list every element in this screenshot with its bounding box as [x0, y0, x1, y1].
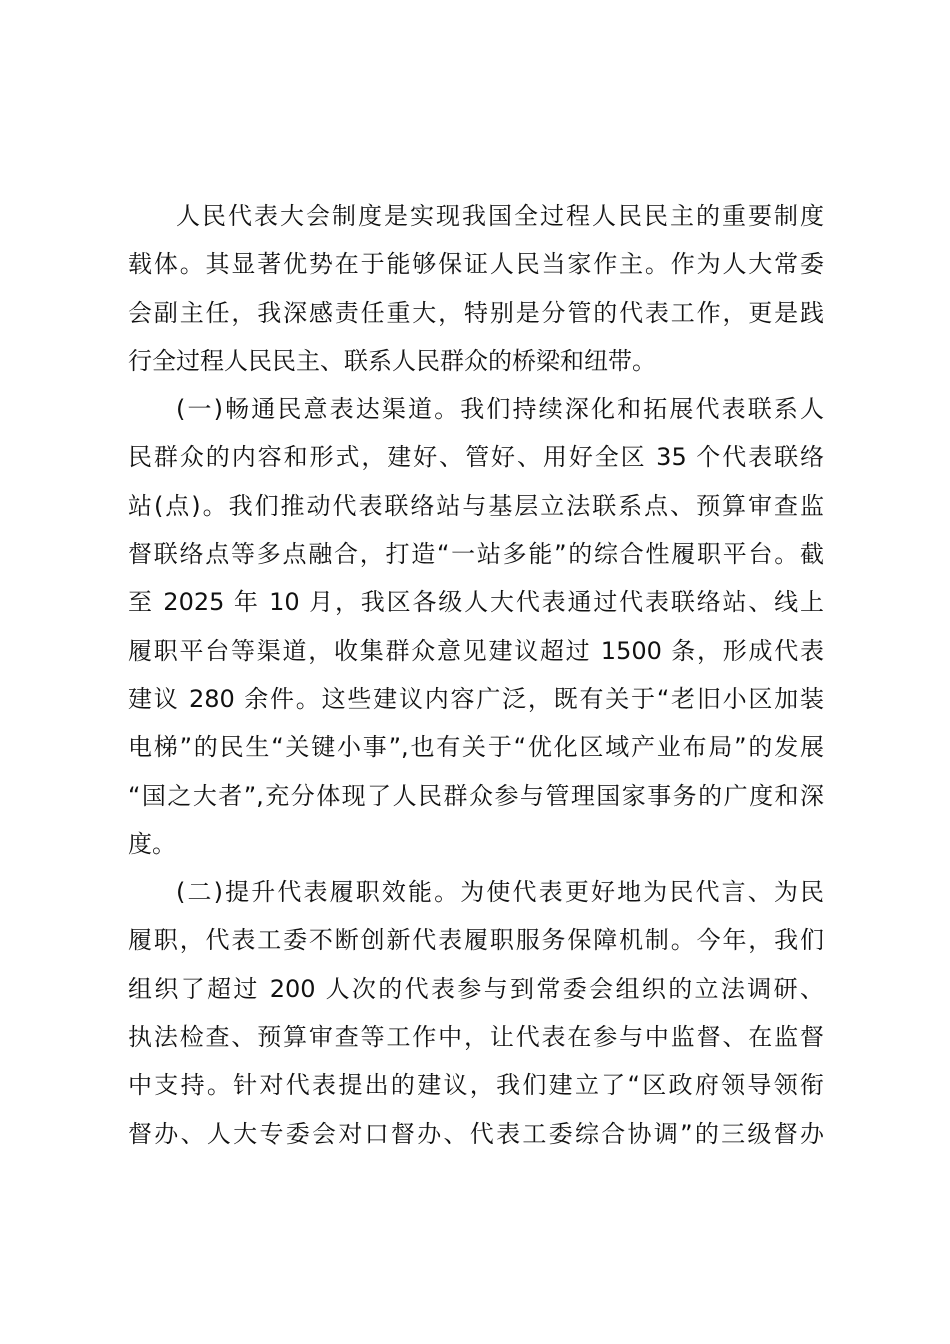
text-line: 组织了超过 200 人次的代表参与到常委会组织的立法调研、 — [128, 974, 824, 1003]
text-line: 行全过程人民民主、联系人民群众的桥梁和纽带。 — [128, 346, 656, 375]
paragraph-section-1 — [128, 385, 824, 868]
text-line: 会副主任，我深感责任重大，特别是分管的代表工作，更是践 — [128, 298, 824, 327]
text-line: 载体。其显著优势在于能够保证人民当家作主。作为人大常委 — [128, 250, 824, 279]
text-line: 度。 — [128, 829, 176, 858]
text-line: 督联络点等多点融合，打造“一站多能”的综合性履职平台。截 — [128, 540, 824, 569]
text-line: 人民代表大会制度是实现我国全过程人民民主的重要制度 — [176, 202, 824, 230]
text-line: (二)提升代表履职效能。为使代表更好地为民代言、为民 — [176, 878, 824, 907]
text-line: 站(点)。我们推动代表联络站与基层立法联系点、预算审查监 — [128, 491, 824, 520]
text-line: 民群众的内容和形式，建好、管好、用好全区 35 个代表联络 — [128, 443, 824, 472]
text-line: 执法检查、预算审查等工作中，让代表在参与中监督、在监督 — [128, 1023, 824, 1052]
text-line: (一)畅通民意表达渠道。我们持续深化和拓展代表联系人 — [176, 395, 824, 424]
text-line: 履职，代表工委不断创新代表履职服务保障机制。今年，我们 — [128, 926, 824, 955]
paragraph-section-2 — [128, 868, 824, 1158]
text-line: 电梯”的民生“关键小事”,也有关于“优化区域产业布局”的发展 — [128, 733, 824, 762]
text-line: 至 2025 年 10 月，我区各级人大代表通过代表联络站、线上 — [128, 588, 824, 617]
text-line: 中支持。针对代表提出的建议，我们建立了“区政府领导领衔 — [128, 1071, 824, 1100]
text-line: 履职平台等渠道，收集群众意见建议超过 1500 条，形成代表 — [128, 636, 824, 665]
text-line: “国之大者”,充分体现了人民群众参与管理国家事务的广度和深 — [128, 781, 824, 810]
document-body — [128, 192, 824, 1158]
paragraph-intro — [128, 192, 824, 385]
text-line: 督办、人大专委会对口督办、代表工委综合协调”的三级督办 — [128, 1119, 824, 1148]
text-line: 建议 280 余件。这些建议内容广泛，既有关于“老旧小区加装 — [128, 684, 824, 713]
